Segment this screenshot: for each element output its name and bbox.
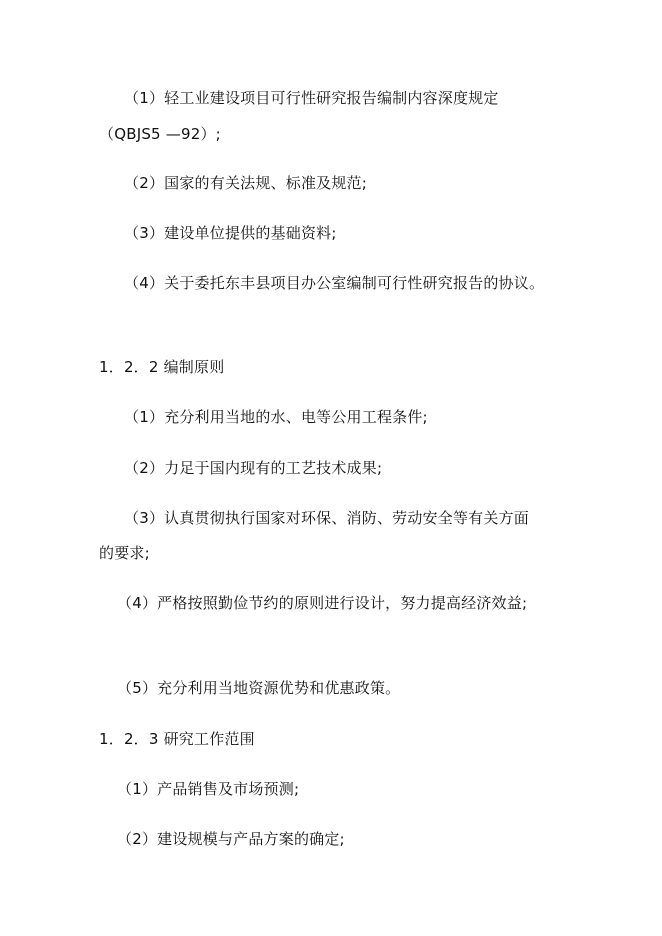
paragraph-line: （2）国家的有关法规、标准及规范; (124, 174, 367, 192)
paragraph-line: （3）认真贯彻执行国家对环保、消防、劳动安全等有关方面 (124, 509, 529, 527)
paragraph-line: （5）充分利用当地资源优势和优惠政策。 (117, 679, 401, 697)
paragraph-line: （3）建设单位提供的基础资料; (124, 224, 337, 242)
paragraph-line: （QBJS5 —92）; (99, 125, 221, 143)
section-heading: 1．2．3 研究工作范围 (99, 730, 255, 748)
paragraph-line: （1）产品销售及市场预测; (117, 780, 300, 798)
paragraph-line: （1）轻工业建设项目可行性研究报告编制内容深度规定 (124, 89, 499, 107)
section-heading: 1．2．2 编制原则 (99, 358, 225, 376)
paragraph-line: （4）关于委托东丰县项目办公室编制可行性研究报告的协议。 (124, 274, 545, 292)
paragraph-line: （4）严格按照勤俭节约的原则进行设计，努力提高经济效益; (117, 594, 528, 612)
paragraph-line: （2）力足于国内现有的工艺技术成果; (124, 459, 383, 477)
paragraph-line: 的要求; (99, 544, 150, 562)
paragraph-line: （1）充分利用当地的水、电等公用工程条件; (124, 408, 428, 426)
paragraph-line: （2）建设规模与产品方案的确定; (117, 830, 345, 848)
